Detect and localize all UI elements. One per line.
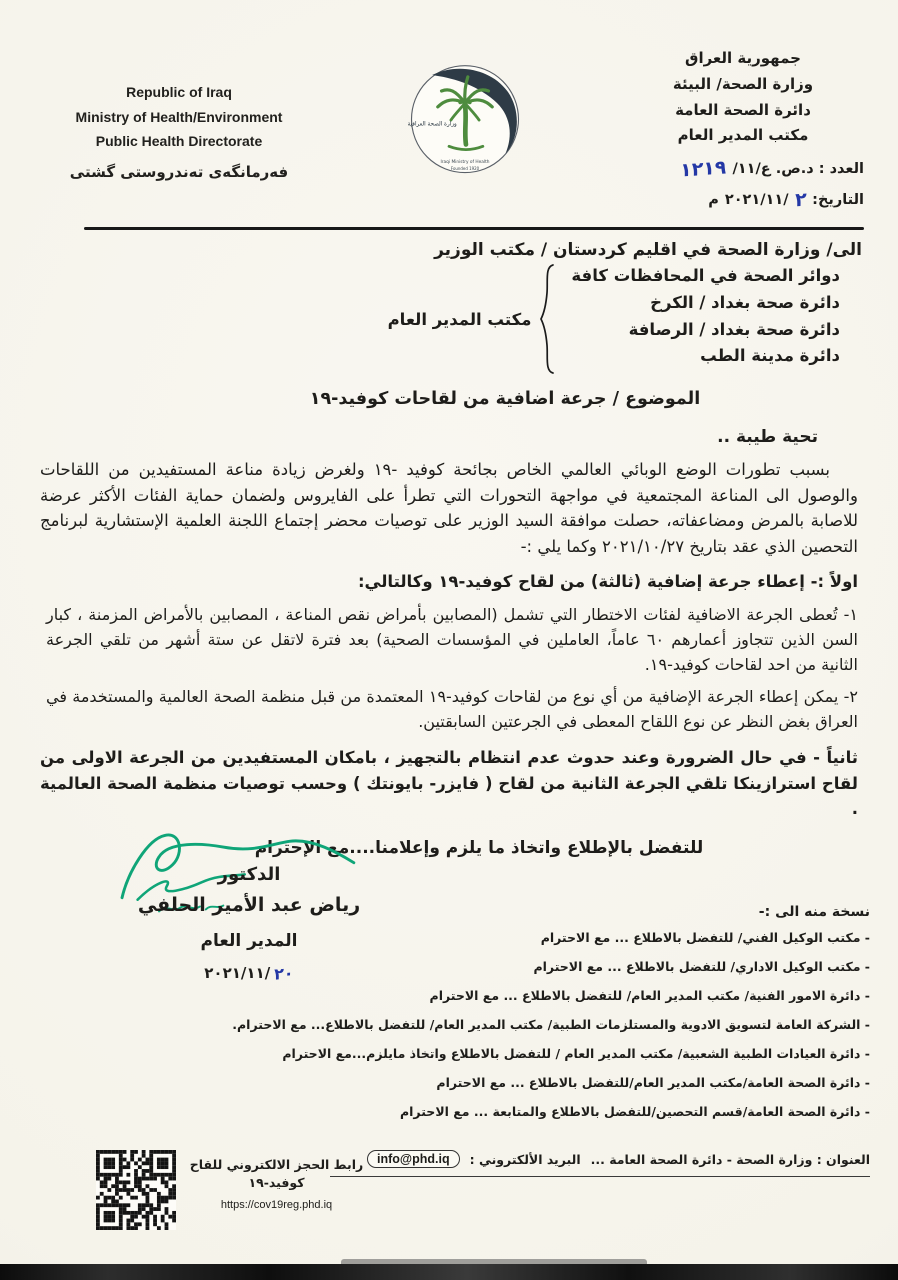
letterhead-english bbox=[50, 80, 308, 211]
addressee-section bbox=[0, 230, 898, 375]
director-office-label: مكتب المدير العام bbox=[387, 309, 532, 329]
cc-item: - دائرة الامور الفنية/ مكتب المدير العام/ للتفضل بالاطلاع ... مع الاحترام bbox=[429, 988, 870, 1003]
qr-block bbox=[96, 1150, 366, 1230]
ref-number-row bbox=[622, 158, 864, 180]
body-intro-paragraph: بسبب تطورات الوضع الوبائي العالمي الخاص بجائحة كوفيد -١٩ ولغرض زيادة مناعة المستفيدين من اللقاحات والوصول الى المناعة المجتمعية في مواجهة التحورات التي تطرأ على الفايروس ولضمان حماية الفئات الأكثر عرضة للاصابة بالمرض ومضاعفاته، حصلت موافقة السيد الوزير على توصيات محضر إجتماع اللجنة العلمية الإستشارية لبرنامج التحصين الذي عقد بتاريخ ٢٠٢١/١٠/٢٧ وكما يلي :- bbox=[40, 460, 858, 556]
directive-item-1: ١- تُعطى الجرعة الاضافية لفئات الاختطار التي تشمل (المصابين بأمراض نقص المناعة ، المصابين بالأمراض المزمنة ، كبار السن الذين تتجاوز أعمارهم ٦٠ عاماً، العاملين في المؤسسات الصحية) بعد فترة لاتقل عن ستة أشهر من تلقي الجرعة الثانية من احد لقاحات كوفيد-١٩. bbox=[46, 605, 858, 674]
first-directive-heading: اولاً :- إعطاء جرعة إضافية (ثالثة) من لقاح كوفيد-١٩ وكالتالي: bbox=[357, 572, 858, 592]
cc-header: نسخة منه الى :- bbox=[758, 904, 870, 920]
signature-date-handwritten: ٢٠ bbox=[273, 963, 295, 984]
arabic-line-4: مكتب المدير العام bbox=[677, 126, 809, 145]
signature-and-cc-section bbox=[0, 800, 898, 1165]
date-suffix: م bbox=[708, 192, 719, 209]
addressee-primary: الى/ وزارة الصحة في اقليم كردستان / مكتب الوزير bbox=[434, 240, 862, 261]
qr-caption: رابط الحجز الالكتروني للقاح كوفيد-١٩ bbox=[189, 1157, 364, 1191]
footer-address-text: العنوان : وزارة الصحة - دائرة الصحة العامة ... bbox=[590, 1151, 870, 1167]
english-line-1: Republic of Iraq bbox=[126, 84, 232, 100]
addressee-item: دائرة صحة بغداد / الرصافة bbox=[628, 319, 840, 339]
footer-email-label: البريد الألكتروني : bbox=[469, 1151, 581, 1167]
signer-role: المدير العام bbox=[200, 931, 298, 951]
addressee-item: دائرة مدينة الطب bbox=[700, 346, 840, 366]
cc-item: - دائرة العيادات الطبية الشعبية/ مكتب المدير العام / للتفضل بالاطلاع واتخاذ مايلزم...مع الاحترام bbox=[282, 1046, 870, 1061]
date-printed: ٢٠٢١/١١/ bbox=[724, 192, 789, 209]
letterhead-arabic bbox=[622, 46, 864, 211]
addressee-group bbox=[571, 263, 840, 375]
scan-artifact-strip bbox=[0, 1264, 898, 1280]
letterhead bbox=[0, 0, 898, 211]
date-row bbox=[622, 189, 864, 211]
qr-code bbox=[96, 1150, 176, 1230]
cc-item: - دائرة الصحة العامة/قسم التحصين/للتفضل بالاطلاع والمتابعة ... مع الاحترام bbox=[399, 1104, 870, 1119]
footer-email-box: info@phd.iq bbox=[367, 1150, 460, 1168]
curly-brace-icon bbox=[539, 263, 555, 375]
arabic-line-3: دائرة الصحة العامة bbox=[675, 100, 811, 119]
emblem-founded: Founded 1920 bbox=[450, 165, 480, 171]
qr-text-block bbox=[187, 1156, 366, 1214]
qr-url: https://cov19reg.phd.iq bbox=[220, 1199, 333, 1212]
ref-number-handwritten: ١٢١٩ bbox=[679, 156, 727, 182]
closing-line: للتفضل بالإطلاع واتخاذ ما يلزم وإعلامنا....مع الإحترام bbox=[254, 837, 704, 858]
signer-name: رياض عبد الأمير الحلفي bbox=[137, 894, 361, 916]
signature-date-printed: ٢٠٢١/١١/ bbox=[204, 964, 271, 982]
addressee-group-row bbox=[36, 263, 862, 375]
addressee-item: دائرة صحة بغداد / الكرخ bbox=[650, 292, 840, 312]
addressee-item: دوائر الصحة في المحافظات كافة bbox=[571, 266, 840, 286]
date-day-handwritten: ٢ bbox=[794, 188, 807, 212]
ministry-emblem-icon bbox=[404, 60, 526, 211]
english-line-2: Ministry of Health/Environment bbox=[75, 108, 283, 125]
ref-number-label: العدد : د.ص. ع/١١/ bbox=[732, 161, 864, 178]
kurdish-line: فەرمانگەی تەندروستی گشتی bbox=[69, 162, 289, 181]
cc-item: - مكتب الوكيل الاداري/ للتفضل بالاطلاع ... مع الاحترام bbox=[533, 959, 870, 974]
footer-contact-line bbox=[330, 1150, 870, 1177]
emblem-english-name: Iraqi Ministry of Health bbox=[440, 160, 490, 166]
cc-item: - الشركة العامة لتسويق الادوية والمستلزمات الطبية/ مكتب المدير العام/ للتفضل بالاطلاع... مع الاحترام. bbox=[232, 1017, 870, 1032]
greeting-line: تحية طيبة .. bbox=[717, 427, 818, 448]
cc-item: - دائرة الصحة العامة/مكتب المدير العام/للتفضل بالاطلاع ... مع الاحترام bbox=[436, 1075, 870, 1090]
english-line-3: Public Health Directorate bbox=[95, 133, 263, 149]
subject-line: الموضوع / جرعة اضافية من لقاحات كوفيد-١٩ bbox=[309, 389, 701, 410]
second-directive-paragraph: ثانياً - في حال الضرورة وعند حدوث عدم انتظام بالتجهيز ، بامكان المستفيدين من الجرعة الاولى من لقاح استرازينكا تلقي الجرعة الثانية من لقاح ( فايزر- بايونتك ) وحسب توصيات منظمة الصحة العالمية . bbox=[40, 747, 858, 819]
arabic-line-1: جمهورية العراق bbox=[685, 49, 801, 67]
arabic-line-2: وزارة الصحة/ البيئة bbox=[672, 74, 814, 93]
cc-item: - مكتب الوكيل الفني/ للتفضل بالاطلاع ... مع الاحترام bbox=[540, 930, 870, 945]
directive-item-2: ٢- يمكن إعطاء الجرعة الإضافية من أي نوع من لقاحات كوفيد-١٩ المعتمدة من قبل منظمة الصحة العالمية والمستخدمة في العراق بغض النظر عن نوع اللقاح المعطى في الجرعتين السابقتين. bbox=[46, 687, 858, 732]
date-label: التاريخ: bbox=[812, 192, 864, 209]
signer-title: الدكتور bbox=[217, 864, 281, 885]
emblem-arabic-name: وزارة الصحة العراقية bbox=[407, 121, 457, 128]
